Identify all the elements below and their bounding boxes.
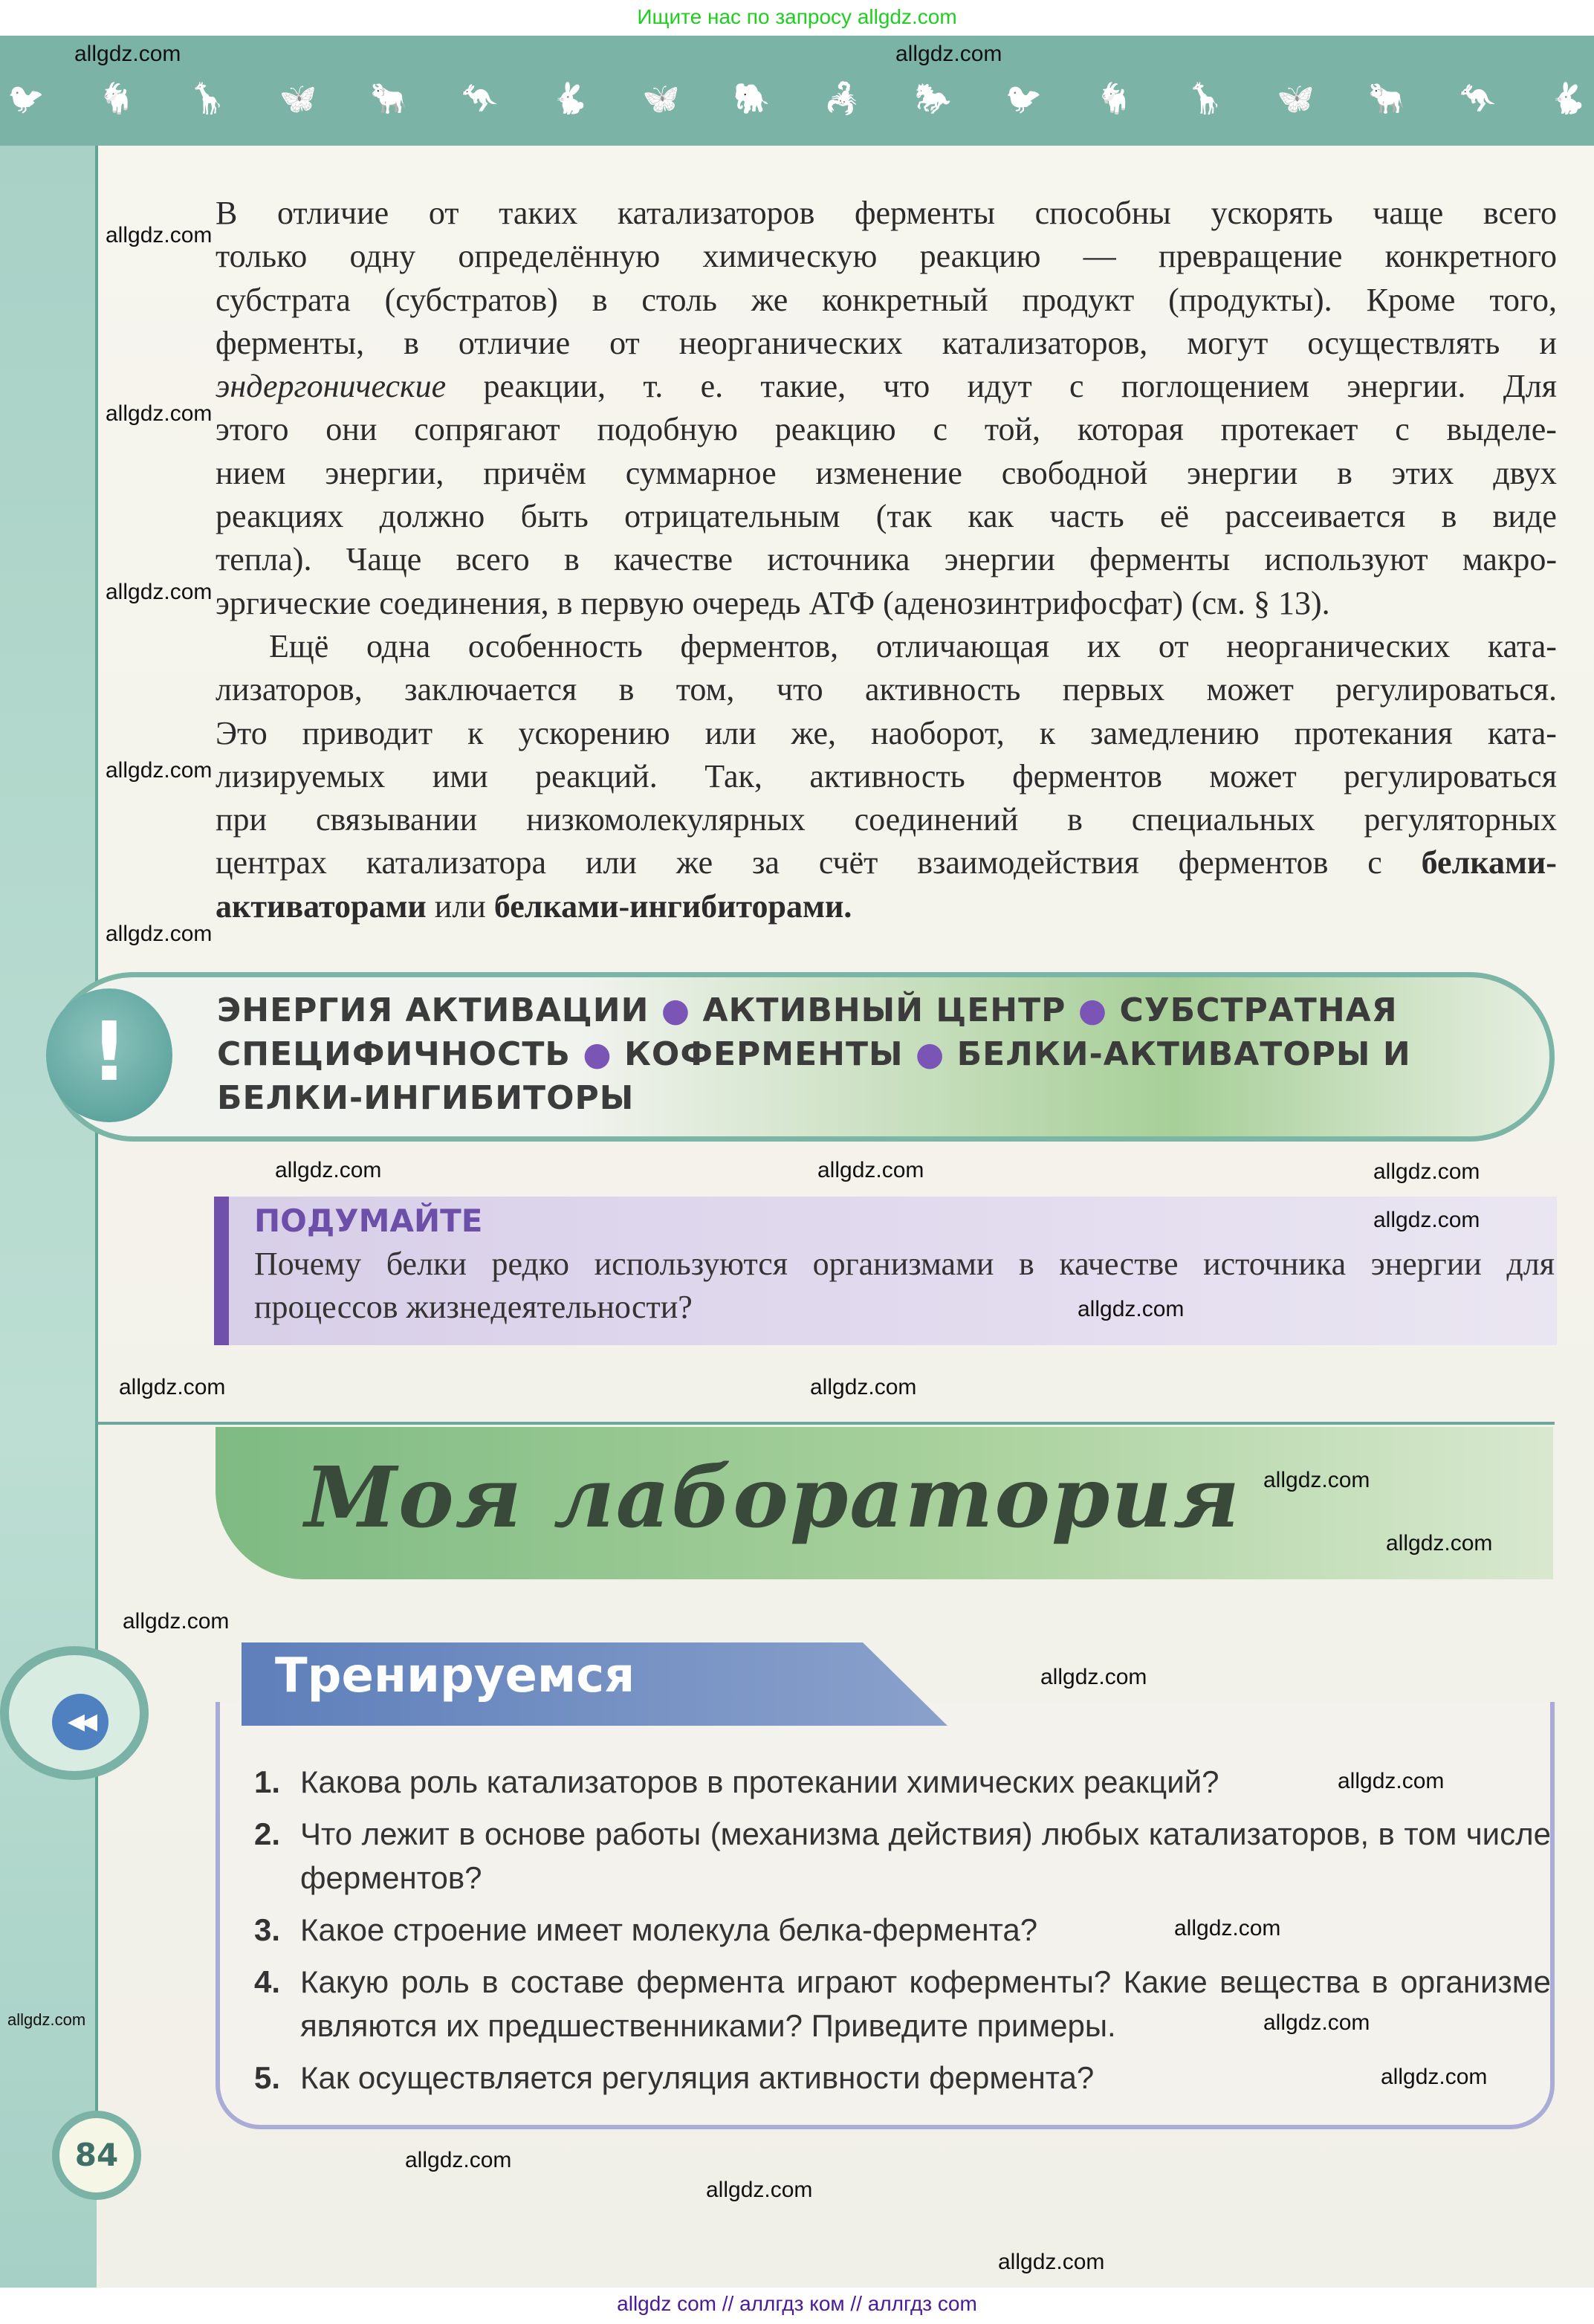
watermark: allgdz.com xyxy=(1263,1468,1370,1492)
animal-icon: 🦒 xyxy=(189,82,226,116)
body-line: активаторами или белками-ингибиторами. xyxy=(216,887,852,925)
question-number: 5. xyxy=(254,2060,281,2095)
body-line: субстрата (субстратов) в столь же конкретный продукт (продукты). Кроме того, xyxy=(216,281,1557,318)
body-line: эндергонические реакции, т. е. такие, что идут с поглощением энергии. Для xyxy=(216,368,1557,405)
watermark: allgdz.com xyxy=(706,2178,813,2202)
keyword: КОФЕРМЕНТЫ xyxy=(623,1035,904,1073)
body-line: Ещё одна особенность ферментов, отличающая их от неорганических ката- xyxy=(269,627,1557,664)
watermark: allgdz.com xyxy=(1078,1297,1185,1321)
bullet-icon: ● xyxy=(1078,991,1108,1029)
question-item xyxy=(254,2056,1551,2100)
margin-line xyxy=(95,146,98,2152)
bullet-icon: ● xyxy=(583,1035,612,1073)
body-line: этого они сопрягают подобную реакцию с той, которая протекает с выделе- xyxy=(216,411,1557,448)
animal-icon: 🦂 xyxy=(823,82,861,116)
watermark: allgdz.com xyxy=(405,2148,512,2172)
watermark: allgdz.com xyxy=(106,922,213,946)
question-number: 1. xyxy=(254,1764,281,1799)
question-text: Какую роль в составе фермента играют коферменты? Какие вещества в организме являются их предшественниками? Приведите примеры. xyxy=(300,1964,1551,2043)
think-question: Почему белки редко используются организмами в качестве источника энергии для процессов жизнедеятельности? xyxy=(254,1246,1555,1325)
bullet-icon: ● xyxy=(915,1035,945,1073)
watermark: allgdz.com xyxy=(123,1609,230,1634)
question-number: 4. xyxy=(254,1964,281,1999)
watermark: allgdz.com xyxy=(106,223,213,247)
question-text: Какова роль катализаторов в протекании химических реакций? xyxy=(300,1764,1219,1799)
watermark: allgdz.com xyxy=(106,758,213,783)
body-line: тепла). Чаще всего в качестве источника энергии ферменты используют макро- xyxy=(216,541,1557,578)
body-line: только одну определённую химическую реакцию — превращение конкретного xyxy=(216,238,1557,275)
question-number: 3. xyxy=(254,1912,281,1947)
left-margin-strip xyxy=(0,146,97,2288)
bottom-banner: allgdz com // аллгдз ком // аллгдз com xyxy=(0,2288,1594,2324)
lab-title: Моя лаборатория xyxy=(305,1449,1241,1547)
animal-silhouettes xyxy=(0,80,1594,117)
animal-icon: 🐐 xyxy=(1095,82,1133,116)
animal-icon: 🐦 xyxy=(1005,82,1043,116)
top-banner: Ищите нас по запросу allgdz.com xyxy=(0,0,1594,36)
question-item xyxy=(254,1908,1551,1952)
keywords-list xyxy=(217,988,1480,1120)
bullet-icon: ● xyxy=(661,991,691,1029)
watermark: allgdz.com xyxy=(1263,2010,1370,2035)
question-item xyxy=(254,1812,1551,1900)
animal-icon: 🐎 xyxy=(914,82,952,116)
animal-icon: 🐂 xyxy=(1367,82,1405,116)
think-heading: ПОДУМАЙТЕ xyxy=(254,1203,483,1239)
watermark: allgdz.com xyxy=(74,42,181,66)
questions-list xyxy=(254,1760,1551,2108)
watermark: allgdz.com xyxy=(1373,1208,1480,1232)
question-number: 2. xyxy=(254,1816,281,1851)
train-title: Тренируемся xyxy=(275,1648,635,1703)
body-line: центрах катализатора или же за счёт взаимодействия ферментов с белками- xyxy=(216,844,1557,881)
watermark: allgdz.com xyxy=(1381,2065,1488,2089)
body-text xyxy=(216,192,1557,928)
animal-icon: 🦒 xyxy=(1186,82,1224,116)
watermark: allgdz.com xyxy=(119,1375,226,1399)
page-number: 84 xyxy=(52,2111,141,2200)
keyword: АКТИВНЫЙ ЦЕНТР xyxy=(702,991,1066,1029)
watermark: allgdz.com xyxy=(1174,1916,1281,1941)
watermark: allgdz.com xyxy=(1338,1769,1445,1793)
exclamation-icon: ! xyxy=(46,988,172,1122)
animal-icon: 🐘 xyxy=(733,82,771,116)
watermark: allgdz.com xyxy=(1373,1159,1480,1184)
watermark: allgdz.com xyxy=(998,2250,1105,2274)
body-line: реакциях должно быть отрицательным (так как часть её рассеивается в виде xyxy=(216,498,1557,535)
animal-icon: 🦋 xyxy=(1277,82,1315,116)
divider xyxy=(98,1422,1555,1425)
body-line: эргические соединения, в первую очередь АТФ (аденозинтрифосфат) (см. § 13). xyxy=(216,584,1330,621)
question-text: Что лежит в основе работы (механизма действия) любых катализаторов, в том числе ферментов? xyxy=(300,1816,1551,1895)
animal-icon: 🦘 xyxy=(1459,82,1496,116)
animal-icon: 🐦 xyxy=(7,82,45,116)
rewind-badge[interactable] xyxy=(0,1646,149,1780)
watermark: allgdz.com xyxy=(1040,1665,1147,1689)
body-line: при связывании низкомолекулярных соединений в специальных регуляторных xyxy=(216,801,1557,838)
watermark: allgdz.com xyxy=(106,401,213,426)
body-line: нием энергии, причём суммарное изменение свободной энергии в этих двух xyxy=(216,454,1557,491)
keyword: ЭНЕРГИЯ АКТИВАЦИИ xyxy=(217,991,649,1029)
body-line: ферменты, в отличие от неорганических катализаторов, могут осуществлять и xyxy=(216,324,1557,361)
watermark: allgdz.com xyxy=(106,580,213,604)
question-text: Какое строение имеет молекула белка-фермента? xyxy=(300,1912,1038,1947)
animal-icon: 🐇 xyxy=(1549,82,1587,116)
animal-icon: 🐐 xyxy=(98,82,135,116)
animal-icon: 🐂 xyxy=(370,82,408,116)
keyword: СУБСТРАТНАЯ СПЕЦИФИЧНОСТЬ xyxy=(217,991,1398,1073)
watermark: allgdz.com xyxy=(275,1158,382,1182)
animal-icon: 🦋 xyxy=(642,82,680,116)
keyword: БЕЛКИ-АКТИВАТОРЫ И БЕЛКИ-ИНГИБИТОРЫ xyxy=(217,1035,1411,1117)
watermark: allgdz.com xyxy=(895,42,1002,66)
watermark: allgdz.com xyxy=(1386,1531,1493,1556)
animal-icon: 🦋 xyxy=(279,82,317,116)
watermark: allgdz.com xyxy=(810,1375,917,1399)
animal-icon: 🦘 xyxy=(461,82,499,116)
animal-icon: 🐇 xyxy=(551,82,589,116)
watermark: allgdz.com xyxy=(7,2010,86,2029)
question-text: Как осуществляется регуляция активности фермента? xyxy=(300,2060,1095,2095)
body-line: лизируемых ими реакций. Так, активность ферментов может регулироваться xyxy=(216,757,1557,794)
body-line: Это приводит к ускорению или же, наоборот, к замедлению протекания ката- xyxy=(216,714,1557,751)
body-line: лизаторов, заключается в том, что активность первых может регулироваться. xyxy=(216,671,1557,708)
watermark: allgdz.com xyxy=(817,1158,924,1182)
body-line: В отличие от таких катализаторов ферменты способны ускорять чаще всего xyxy=(216,195,1557,231)
rewind-icon: ◀◀ xyxy=(52,1694,108,1750)
